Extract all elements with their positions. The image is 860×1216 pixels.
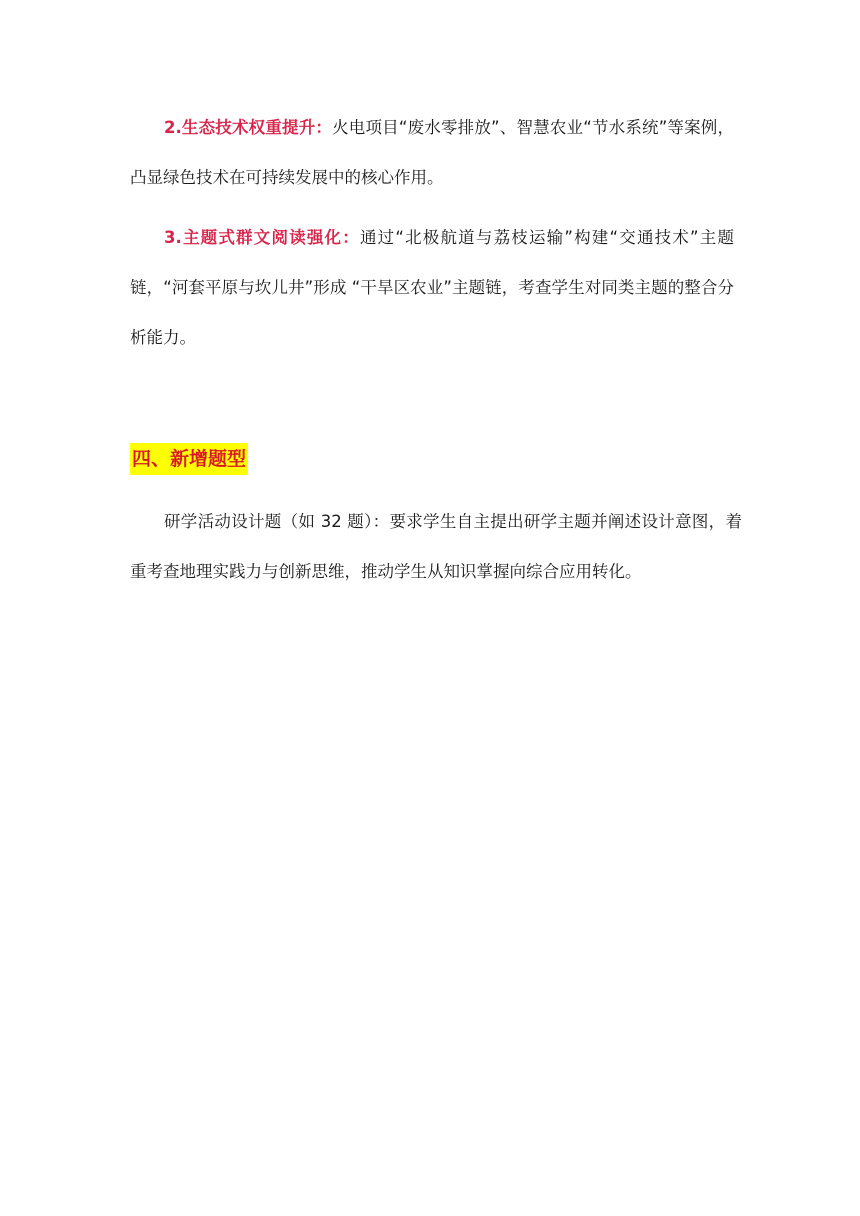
ecology-tech-text: 火电项目“废水零排放”、智慧农业“节水系统”等案例，凸显绿色技术在可持续发展中的核心作用。: [130, 118, 734, 187]
thematic-reading-text: 通过“北极航道与荔枝运输”构建“交通技术”主题链，“河套平原与坎儿井”形成 “干旱区农业”主题链，考查学生对同类主题的整合分析能力。: [130, 228, 734, 347]
thematic-reading-label: 3.主题式群文阅读强化：: [164, 228, 360, 247]
section-heading-new-question-types: 四、新增题型: [130, 443, 248, 475]
thematic-reading-paragraph: [130, 213, 734, 363]
new-question-type-paragraph: 研学活动设计题（如 32 题）：要求学生自主提出研学主题并阐述设计意图，着重考查地理实践力与创新思维，推动学生从知识掌握向综合应用转化。: [130, 512, 742, 581]
ecology-tech-label: 2.生态技术权重提升：: [164, 118, 333, 137]
ecology-tech-paragraph: [130, 103, 734, 203]
